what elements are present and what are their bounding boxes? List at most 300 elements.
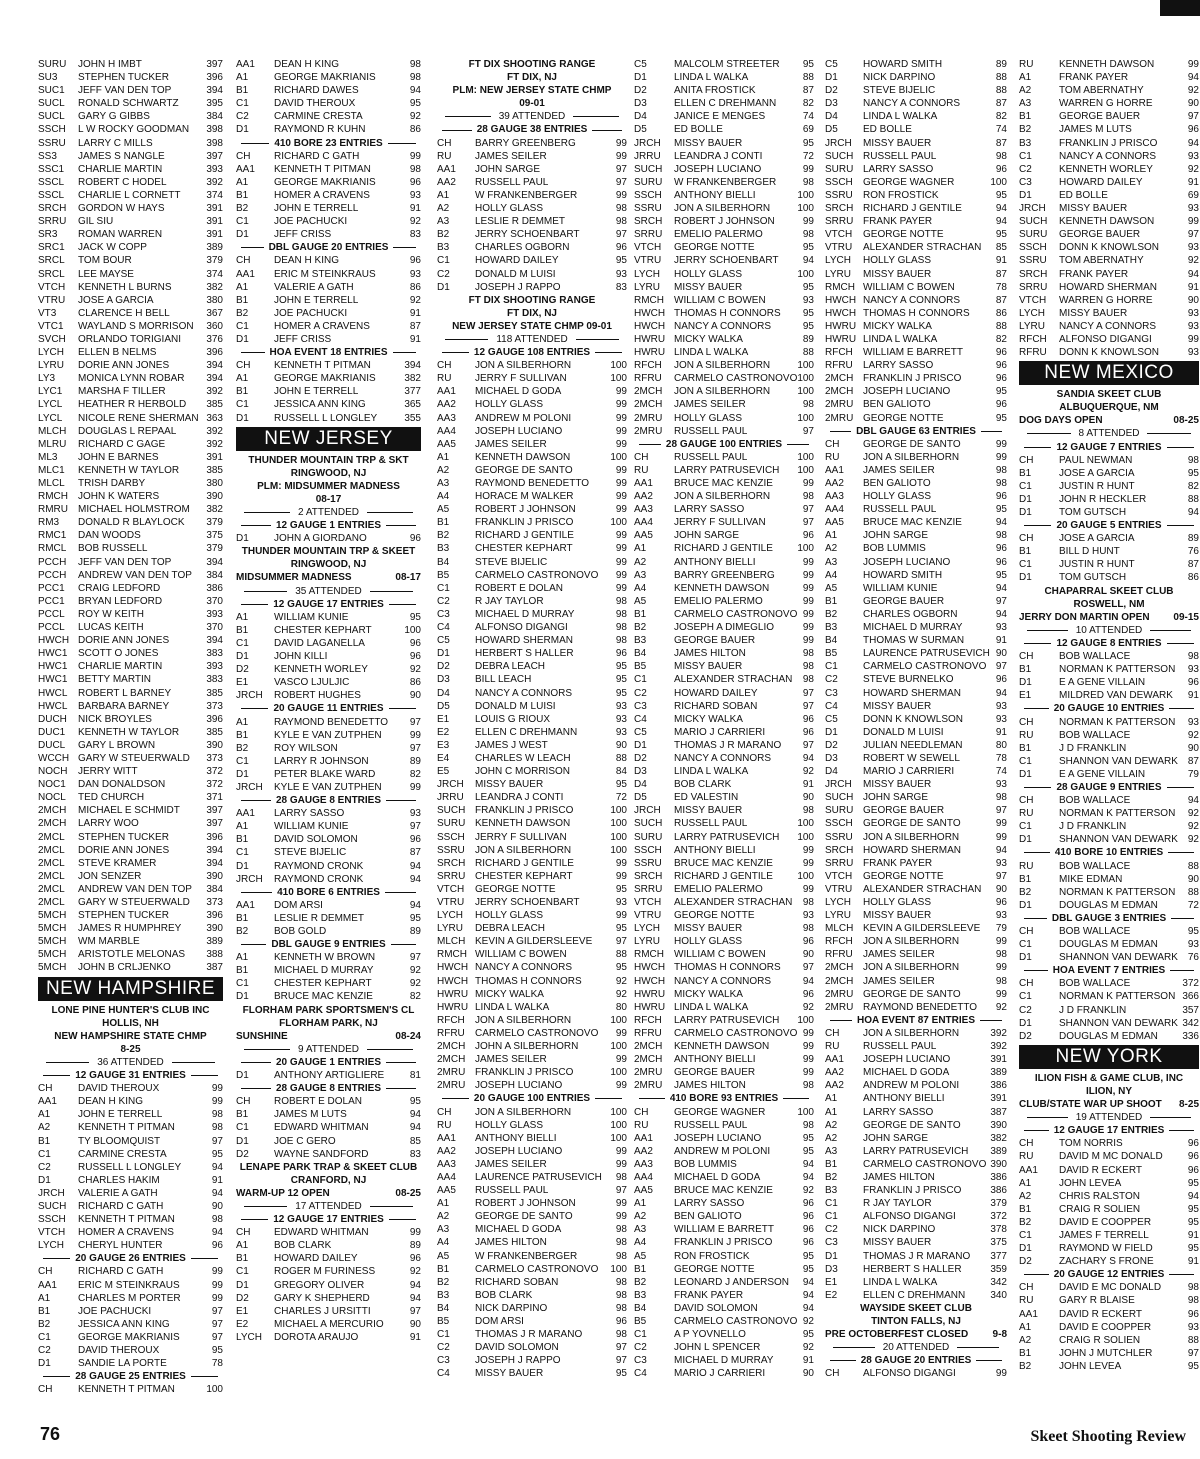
score: 86 — [409, 281, 421, 293]
score: 97 — [802, 739, 814, 751]
class-code: VT3 — [38, 307, 57, 319]
result-row — [1019, 1164, 1199, 1177]
shooter-name: BEN GALIOTO — [863, 399, 931, 411]
shooter-name: JOHN E TERRELL — [274, 294, 359, 306]
shooter-name: NORMAN K PATTERSON — [1059, 991, 1176, 1003]
result-row — [825, 438, 1007, 451]
score: 94 — [1187, 1190, 1199, 1202]
score: 385 — [206, 726, 223, 738]
score: 86 — [409, 124, 421, 136]
result-row — [38, 687, 223, 700]
class-code: C1 — [825, 1198, 838, 1210]
shooter-name: NANCY A CONNORS — [863, 98, 961, 110]
score: 376 — [206, 333, 223, 345]
shooter-name: JUSTIN R HUNT — [1059, 559, 1135, 571]
results-column — [437, 58, 627, 1380]
class-code: A2 — [437, 203, 450, 215]
class-code: E1 — [437, 713, 450, 725]
shooter-name: JOSEPH LUCIANO — [475, 1080, 563, 1092]
shooter-name: JESSICA ANN KING — [274, 399, 366, 411]
score: 394 — [206, 857, 223, 869]
result-row — [825, 556, 1007, 569]
result-row — [825, 1236, 1007, 1249]
class-code: A1 — [1019, 72, 1032, 84]
class-code: 2MRU — [825, 988, 854, 1000]
result-row — [38, 307, 223, 320]
class-code: C4 — [634, 1368, 647, 1380]
score: 100 — [610, 1067, 627, 1079]
score: 94 — [802, 1289, 814, 1301]
class-code: D1 — [1019, 952, 1032, 964]
result-row — [38, 215, 223, 228]
score: 76 — [1187, 952, 1199, 964]
result-row — [1019, 281, 1199, 294]
shooter-name: GEORGE DE SANTO — [863, 1119, 961, 1131]
shooter-name: KENNETH T PITMAN — [78, 1122, 175, 1134]
score: 99 — [615, 1198, 627, 1210]
score: 379 — [990, 1198, 1007, 1210]
score: 390 — [206, 923, 223, 935]
shooter-name: DONALD R BLAYLOCK — [78, 517, 185, 529]
shooter-name: CARMELO CASTRONOVO — [674, 373, 798, 385]
class-code: HWCH — [634, 307, 666, 319]
result-row — [825, 595, 1007, 608]
score: 98 — [615, 1289, 627, 1301]
class-code: C2 — [437, 268, 450, 280]
class-code: A5 — [825, 582, 838, 594]
result-row — [634, 307, 814, 320]
gauge-section-header: 12 GAUGE 31 ENTRIES — [38, 1069, 223, 1082]
result-row — [1019, 1281, 1199, 1294]
shooter-name: LARRY PATRUSEVICH — [674, 464, 780, 476]
shooter-name: JEFF CRISS — [274, 229, 332, 241]
score: 98 — [615, 216, 627, 228]
event-date: 8-25 — [1178, 1099, 1199, 1111]
class-code: HWRU — [437, 988, 469, 1000]
score: 372 — [206, 766, 223, 778]
score: 397 — [206, 805, 223, 817]
shooter-name: ALFONSO DIGANGI — [1059, 333, 1152, 345]
club-info-line: RINGWOOD, NJ — [290, 559, 367, 571]
class-code: E5 — [437, 766, 450, 778]
result-row — [634, 608, 814, 621]
score: 379 — [206, 543, 223, 555]
shooter-name: GEORGE DE SANTO — [475, 1211, 573, 1223]
score: 387 — [206, 962, 223, 974]
shooter-name: HOLLY GLASS — [674, 412, 742, 424]
result-row — [634, 634, 814, 647]
class-code: D1 — [825, 72, 838, 84]
shooter-name: LARRY SASSO — [274, 808, 345, 820]
event-name: DOG DAYS OPEN — [1019, 415, 1103, 427]
result-row — [38, 621, 223, 634]
score: 90 — [995, 883, 1007, 895]
score: 99 — [211, 1083, 223, 1095]
shooter-name: JAMES J WEST — [475, 739, 548, 751]
result-row — [825, 988, 1007, 1001]
event-date: 08-25 — [1173, 415, 1199, 427]
result-row — [1019, 807, 1199, 820]
class-code: RMCH — [38, 491, 68, 503]
results-column — [634, 58, 814, 1380]
shooter-name: HOLLY GLASS — [863, 255, 931, 267]
result-row — [236, 58, 421, 71]
class-code: HWRU — [634, 347, 666, 359]
shooter-name: ELLEN C DREHMANN — [863, 1289, 966, 1301]
shooter-name: JON A SILBERHORN — [475, 844, 572, 856]
result-row — [634, 398, 814, 411]
score: 94 — [211, 1161, 223, 1173]
class-code: B5 — [634, 1316, 647, 1327]
score: 100 — [610, 1263, 627, 1275]
score: 92 — [1187, 729, 1199, 741]
result-row — [38, 700, 223, 713]
score: 99 — [802, 1054, 814, 1066]
shooter-name: BARBARA BARNEY — [78, 700, 170, 712]
result-row — [825, 228, 1007, 241]
shooter-name: LINDA L WALKA — [475, 1001, 550, 1013]
class-code: 5MCH — [38, 923, 67, 935]
shooter-name: CARMELO CASTRONOVO — [475, 569, 599, 581]
result-row — [38, 647, 223, 660]
result-row — [38, 831, 223, 844]
score: 95 — [409, 1096, 421, 1108]
class-code: C4 — [437, 1368, 450, 1380]
class-code: SRCH — [825, 203, 854, 215]
shooter-name: MILDRED VAN DEWARK — [1059, 690, 1173, 702]
result-row — [825, 1289, 1007, 1302]
score: 98 — [1187, 454, 1199, 466]
shooter-name: GEORGE NOTTE — [475, 883, 556, 895]
result-row — [825, 281, 1007, 294]
shooter-name: RICHARD J GENTILE — [674, 870, 773, 882]
class-code: RFRU — [634, 373, 662, 385]
shooter-name: JAMES SEILER — [475, 150, 547, 162]
class-code: CH — [1019, 926, 1034, 937]
class-code: A2 — [825, 543, 838, 555]
score: 389 — [990, 1067, 1007, 1079]
shooter-name: HOLLY GLASS — [863, 491, 931, 503]
result-row — [236, 1331, 421, 1344]
class-code: SSRU — [38, 137, 66, 149]
class-code: 2MCH — [437, 1041, 466, 1053]
shooter-name: JOHN J MUTCHLER — [1059, 1347, 1153, 1359]
result-row — [437, 739, 627, 752]
score: 79 — [1187, 768, 1199, 780]
shooter-name: LINDA L WALKA — [863, 111, 938, 123]
shooter-name: MARIO J CARRIERI — [863, 766, 955, 778]
class-code: HWRU — [825, 333, 857, 345]
class-code: SVCH — [38, 333, 66, 345]
class-code: D1 — [437, 648, 450, 660]
score: 95 — [615, 687, 627, 699]
result-row — [437, 1079, 627, 1092]
class-code: 5MCH — [38, 910, 67, 922]
score: 94 — [409, 860, 421, 872]
class-code: JRCH — [825, 779, 852, 791]
class-code: B3 — [1019, 137, 1032, 149]
shooter-name: GEORGE BAUER — [863, 805, 945, 817]
score: 357 — [1182, 1004, 1199, 1016]
club-info-line: FLORHAM PARK SPORTSMEN'S CL — [242, 1004, 415, 1016]
shooter-name: FRANKLIN J PRISCO — [1059, 137, 1158, 149]
score: 382 — [404, 373, 421, 385]
score: 384 — [206, 569, 223, 581]
score: 372 — [206, 779, 223, 791]
score: 92 — [802, 766, 814, 778]
class-code: B1 — [1019, 1203, 1032, 1215]
score: 391 — [990, 1054, 1007, 1066]
result-row — [1019, 215, 1199, 228]
class-code: AA3 — [437, 1158, 456, 1170]
shooter-name: MICHAEL D GODA — [863, 1067, 950, 1079]
score: 93 — [995, 622, 1007, 634]
shooter-name: CHESTER KEPHART — [274, 978, 372, 990]
score: 89 — [409, 1240, 421, 1252]
score: 91 — [1187, 176, 1199, 188]
result-row — [236, 1121, 421, 1134]
score: 97 — [409, 742, 421, 754]
result-row — [38, 896, 223, 909]
score: 342 — [990, 1276, 1007, 1288]
class-code: A3 — [437, 216, 450, 228]
class-code: C3 — [634, 1355, 647, 1367]
score: 95 — [409, 912, 421, 924]
class-code: RU — [1019, 860, 1034, 872]
class-code: 2MCH — [825, 975, 854, 987]
result-row — [1019, 571, 1199, 584]
shooter-name: NORMAN K PATTERSON — [1059, 808, 1176, 820]
shooter-name: J D FRANKLIN — [1059, 742, 1127, 754]
class-code: SUCL — [38, 98, 65, 110]
shooter-name: CRAIG LEDFORD — [78, 582, 161, 594]
score: 69 — [802, 124, 814, 136]
score: 97 — [995, 661, 1007, 673]
state-header: NEW HAMPSHIRE — [38, 977, 223, 1001]
score: 96 — [409, 1253, 421, 1265]
result-row — [38, 765, 223, 778]
shooter-name: HOWARD SMITH — [863, 569, 943, 581]
class-code: B1 — [634, 1263, 647, 1275]
score: 96 — [802, 530, 814, 542]
result-row — [634, 110, 814, 123]
result-row — [38, 176, 223, 189]
class-code: HWC1 — [38, 674, 68, 686]
result-row — [825, 1106, 1007, 1119]
result-row — [437, 359, 627, 372]
class-code: RMCH — [437, 949, 467, 961]
class-code: AA4 — [634, 517, 653, 529]
shooter-name: CHARLIE L CORNETT — [78, 189, 181, 201]
result-row — [825, 817, 1007, 830]
class-code: AA1 — [236, 59, 255, 70]
score: 92 — [409, 294, 421, 306]
shooter-name: GEORGE MAKRIANIS — [274, 72, 376, 84]
score: 94 — [1187, 795, 1199, 807]
result-row — [437, 700, 627, 713]
class-code: A1 — [38, 1109, 51, 1121]
class-code: B1 — [236, 834, 249, 846]
score: 373 — [206, 700, 223, 712]
shooter-name: GARY W STEUERWALD — [78, 752, 190, 764]
class-code: CH — [1019, 533, 1034, 545]
shooter-name: STEPHEN TUCKER — [78, 910, 169, 922]
shooter-name: ANITA FROSTICK — [674, 85, 756, 97]
score: 391 — [206, 203, 223, 215]
result-row — [1019, 137, 1199, 150]
class-code: JRCH — [634, 137, 661, 149]
club-info-line: ROSWELL, NM — [1073, 598, 1145, 610]
result-row — [634, 176, 814, 189]
score: 72 — [802, 150, 814, 162]
shooter-name: RICHARD DAWES — [274, 85, 359, 97]
result-row — [1019, 1347, 1199, 1360]
shooter-name: NORMAN K PATTERSON — [1059, 716, 1176, 728]
class-code: D2 — [1019, 1030, 1032, 1042]
shooter-name: BOB CLARK — [274, 1240, 332, 1252]
score: 92 — [409, 664, 421, 676]
class-code: A2 — [634, 1211, 647, 1223]
result-row — [825, 163, 1007, 176]
class-code: D1 — [236, 412, 249, 424]
score: 342 — [1182, 1017, 1199, 1029]
class-code: D4 — [825, 766, 838, 778]
score: 100 — [797, 870, 814, 882]
result-row — [634, 569, 814, 582]
score: 87 — [995, 268, 1007, 280]
score: 96 — [995, 556, 1007, 568]
result-row — [236, 833, 421, 846]
gauge-section-header: 28 GAUGE 8 ENTRIES — [236, 794, 421, 807]
shooter-name: HOWARD DAILEY — [1059, 176, 1143, 188]
result-row — [38, 1318, 223, 1331]
class-code: B2 — [437, 530, 450, 542]
score: 92 — [409, 216, 421, 228]
score: 98 — [802, 1080, 814, 1092]
score: 95 — [802, 59, 814, 70]
score: 89 — [409, 926, 421, 937]
class-code: C4 — [437, 622, 450, 634]
result-row — [634, 556, 814, 569]
class-code: AA1 — [236, 268, 255, 280]
result-row — [825, 1223, 1007, 1236]
score: 91 — [1187, 1256, 1199, 1268]
score: 94 — [211, 1187, 223, 1199]
score: 72 — [1187, 899, 1199, 911]
event-line — [825, 1328, 1007, 1341]
shooter-name: GIL SIU — [78, 216, 114, 228]
shooter-name: HOWARD DAILEY — [674, 687, 758, 699]
shooter-name: JOHN LEVEA — [1059, 1360, 1122, 1372]
shooter-name: GEORGE DE SANTO — [475, 464, 573, 476]
result-row — [236, 768, 421, 781]
shooter-name: JOSEPH A DIMEGLIO — [674, 622, 775, 634]
result-row — [437, 529, 627, 542]
shooter-name: RICHARD SOBAN — [475, 1276, 559, 1288]
class-code: CH — [236, 150, 251, 162]
shooter-name: DAVID E MC DONALD — [1059, 1282, 1162, 1294]
score: 78 — [211, 1358, 223, 1370]
shooter-name: KENNETH DAWSON — [674, 1041, 770, 1053]
result-row — [437, 935, 627, 948]
shooter-name: ARISTOTLE MELONAS — [78, 949, 186, 961]
shooter-name: JON A SILBERHORN — [475, 1106, 572, 1118]
shooter-name: JON A SILBERHORN — [674, 203, 771, 215]
shooter-name: RUSSELL PAUL — [674, 818, 748, 830]
shooter-name: HOWARD SHERMAN — [863, 687, 961, 699]
result-row — [38, 1344, 223, 1357]
class-code: HWRU — [634, 333, 666, 345]
score: 100 — [610, 1132, 627, 1144]
score: 99 — [615, 189, 627, 201]
shooter-name: JON A SILBERHORN — [863, 962, 960, 974]
class-code: D2 — [825, 739, 838, 751]
score: 98 — [995, 975, 1007, 987]
class-code: RFRU — [825, 360, 853, 372]
shooter-name: BRUCE MAC KENZIE — [674, 1185, 773, 1197]
shooter-name: JOHN K WATERS — [78, 491, 160, 503]
class-code: B5 — [634, 661, 647, 673]
gauge-section-header: 28 GAUGE 9 ENTRIES — [1019, 781, 1199, 794]
score: 95 — [615, 962, 627, 974]
shooter-name: JERRY SCHOENBART — [475, 229, 580, 241]
result-row — [634, 621, 814, 634]
class-code: LYRU — [634, 281, 660, 293]
result-row — [236, 372, 421, 385]
result-row — [1019, 1137, 1199, 1150]
result-row — [825, 97, 1007, 110]
class-code: CH — [236, 360, 251, 372]
result-row — [634, 935, 814, 948]
class-code: D1 — [38, 1174, 51, 1186]
result-row — [825, 1210, 1007, 1223]
shooter-name: JON A SILBERHORN — [674, 386, 771, 398]
score: 94 — [1187, 72, 1199, 84]
score: 96 — [802, 726, 814, 738]
class-code: B1 — [825, 595, 838, 607]
score: 87 — [995, 137, 1007, 149]
gauge-section-header: 12 GAUGE 108 ENTRIES — [437, 346, 627, 359]
result-row — [38, 1082, 223, 1095]
club-info-line: FT DIX, NJ — [506, 72, 557, 84]
result-row — [437, 857, 627, 870]
result-row — [1019, 768, 1199, 781]
result-row — [1019, 925, 1199, 938]
class-code: NOC1 — [38, 779, 66, 791]
shooter-name: LINDA L WALKA — [863, 333, 938, 345]
class-code: RFCH — [634, 360, 662, 372]
shooter-name: GEORGE NOTTE — [863, 229, 944, 241]
class-code: A3 — [1019, 98, 1032, 110]
class-code: B4 — [437, 1302, 450, 1314]
class-code: D2 — [437, 661, 450, 673]
club-info-line: CRANFORD, NJ — [290, 1174, 367, 1186]
result-row — [825, 844, 1007, 857]
shooter-name: JOHN SARGE — [674, 530, 740, 542]
class-code: LYC1 — [38, 386, 63, 398]
shooter-name: RAYMOND CRONK — [274, 860, 364, 872]
score: 99 — [802, 635, 814, 647]
result-row — [634, 516, 814, 529]
class-code: HWC1 — [38, 648, 68, 660]
score: 379 — [206, 517, 223, 529]
shooter-name: ANTHONY BIELLI — [674, 189, 756, 201]
result-row — [1019, 860, 1199, 873]
shooter-name: JAMES SEILER — [475, 438, 547, 450]
score: 94 — [409, 1109, 421, 1121]
shooter-name: LESLIE R DEMMET — [475, 216, 566, 228]
result-row — [1019, 689, 1199, 702]
